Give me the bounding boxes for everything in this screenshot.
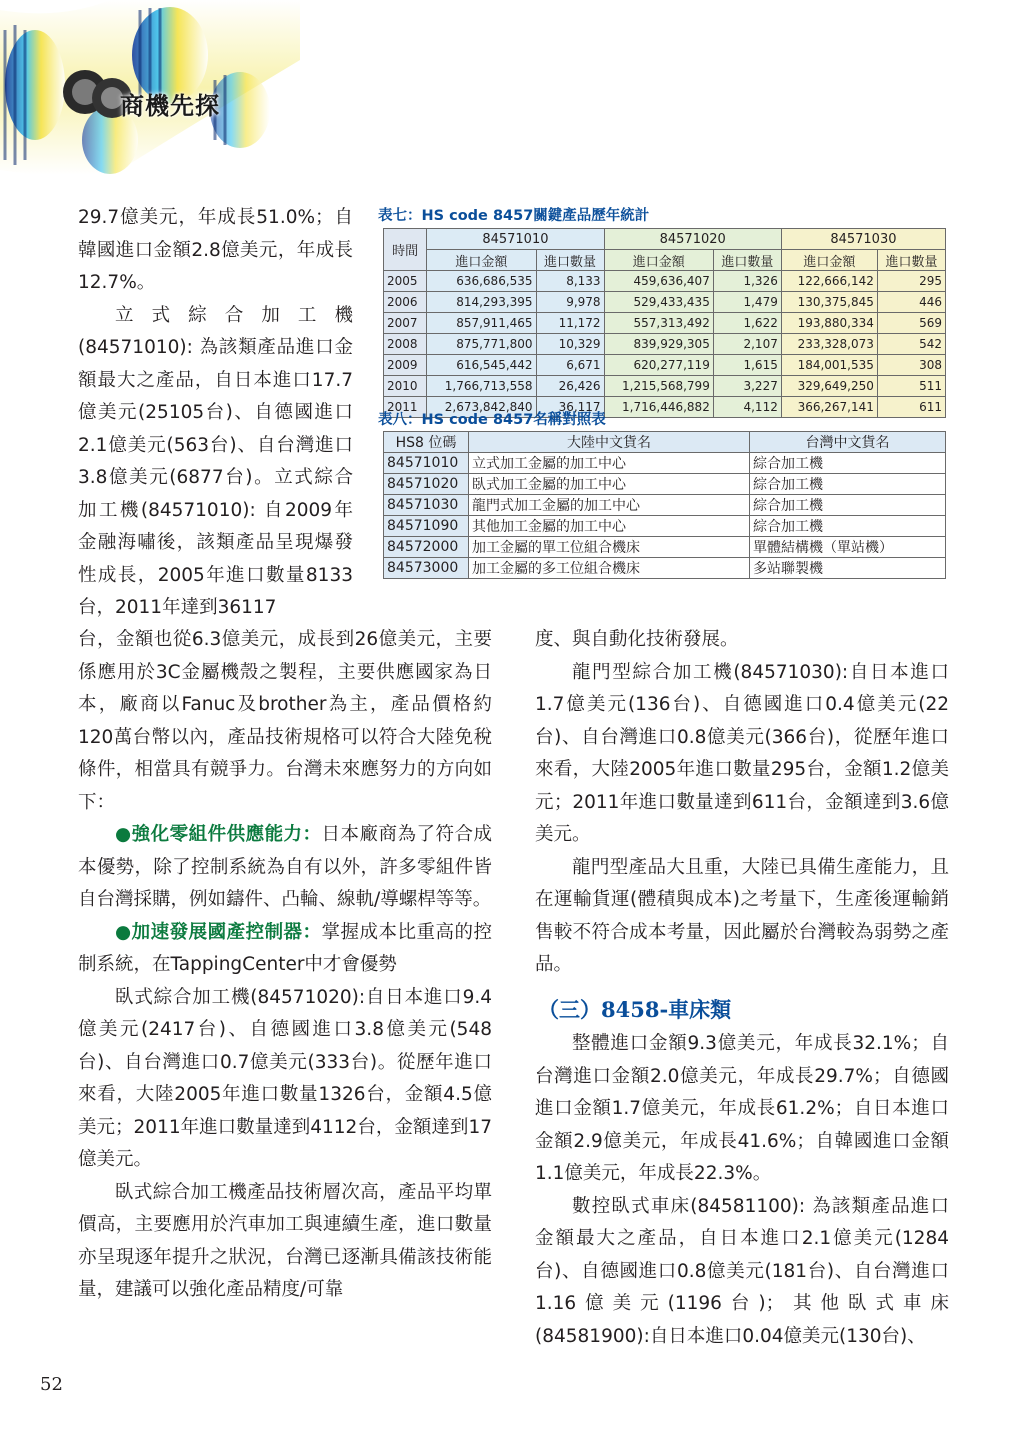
table8-cell: 臥式加工金屬的加工中心: [469, 474, 750, 495]
table8-cell: 84571090: [384, 516, 469, 537]
table-row: [384, 495, 946, 516]
table-row: [384, 334, 946, 355]
bullet-icon: ●: [115, 921, 132, 943]
table7-caption: 表七：HS code 8457關鍵產品歷年統計: [378, 208, 650, 224]
bullet-heading: 強化零組件供應能力：: [131, 824, 322, 845]
table7-cell: 557,313,492: [604, 313, 713, 334]
table7-cell: 2010: [384, 376, 427, 397]
table7-cell: 366,267,141: [781, 397, 877, 418]
table7-group-header: 84571010: [427, 229, 604, 250]
bullet-paragraph: [78, 819, 492, 917]
table8-cell: 多站聯製機: [750, 558, 946, 579]
table7-group-header: 84571020: [604, 229, 781, 250]
table-row: [384, 292, 946, 313]
table8-cell: 綜合加工機: [750, 516, 946, 537]
table8-header: HS8 位碼: [384, 432, 469, 453]
table7-cell: 529,433,435: [604, 292, 713, 313]
table8-cell: 綜合加工機: [750, 453, 946, 474]
table-row: [384, 537, 946, 558]
table-row: [384, 271, 946, 292]
table7-cell: 875,771,800: [427, 334, 536, 355]
table7-cell: 2,107: [713, 334, 781, 355]
table7-cell: 329,649,250: [781, 376, 877, 397]
table7-cell: 2007: [384, 313, 427, 334]
table8-cell: 84571010: [384, 453, 469, 474]
table7-cell: 295: [877, 271, 945, 292]
table8-cell: 綜合加工機: [750, 474, 946, 495]
table8-cell: 單體結構機（單站機）: [750, 537, 946, 558]
paragraph: 29.7億美元，年成長51.0%；自韓國進口金額2.8億美元，年成長12.7%。: [78, 207, 353, 293]
table7-cell: 10,329: [536, 334, 604, 355]
table7-cell: 511: [877, 376, 945, 397]
table-row: [384, 355, 946, 376]
paragraph: 龍門型綜合加工機(84571030):自日本進口1.7億美元(136台)、自德國進口0.4億美元(22台)、自台灣進口0.8億美元(366台)，從歷年進口來看，大陸2005年進口數量295台，金額1.2億美元；2011年進口數量達到611台，金額達到3.6億美元。: [535, 661, 949, 845]
table8-cell: 加工金屬的多工位組合機床: [469, 558, 750, 579]
page-number: 52: [40, 1374, 63, 1395]
table-row: [384, 558, 946, 579]
section-title: 商機先探: [120, 91, 220, 120]
table7-cell: 542: [877, 334, 945, 355]
right-column-top: [535, 624, 949, 982]
table7-cell: 611: [877, 397, 945, 418]
paragraph: 數控臥式車床(84581100): 為該類產品進口金額最大之產品，自日本進口2.1億美元(1284台)、自德國進口0.8億美元(181台)、自台灣進口1.16億美元(1196台)；其他臥式車床(84581900):自日本進口0.04億美元(130台)、: [535, 1195, 949, 1347]
table7-cell: 459,636,407: [604, 271, 713, 292]
table7-cell: 1,766,713,558: [427, 376, 536, 397]
table-row: [384, 376, 946, 397]
table7-cell: 184,001,535: [781, 355, 877, 376]
table8-caption: 表八：HS code 8457名稱對照表: [378, 412, 606, 428]
table8-header: 台灣中文貨名: [750, 432, 946, 453]
paragraph: 台，金額也從6.3億美元，成長到26億美元，主要係應用於3C金屬機殼之製程，主要供應國家為日本，廠商以Fanuc及brother為主，產品價格約120萬台幣以內，產品技術規格可以符合大陸免稅條件，相當具有競爭力。台灣未來應努力的方向如下：: [78, 629, 492, 813]
table7-cell: 839,929,305: [604, 334, 713, 355]
table7-subheader: 進口數量: [877, 250, 945, 271]
paragraph: 臥式綜合加工機產品技術層次高，產品平均單價高，主要應用於汽車加工與連續生產，進口數量亦呈現逐年提升之狀況，台灣已逐漸具備該技術能量，建議可以強化產品精度/可靠: [78, 1181, 492, 1300]
table7-cell: 2,673,842,840: [427, 397, 536, 418]
right-column-bottom: [535, 1028, 949, 1353]
left-column-top: [78, 202, 353, 625]
table8-cell: 龍門式加工金屬的加工中心: [469, 495, 750, 516]
table7-group-header: 84571030: [781, 229, 945, 250]
table7-cell: 814,293,395: [427, 292, 536, 313]
paragraph: 整體進口金額9.3億美元，年成長32.1%；自台灣進口金額2.0億美元，年成長29.7%；自德國進口金額1.7億美元，年成長61.2%；自日本進口金額2.9億美元，年成長41.6%；自韓國進口金額1.1億美元，年成長22.3%。: [535, 1033, 949, 1184]
paragraph: 龍門型產品大且重，大陸已具備生產能力，且在運輸貨運(體積與成本)之考量下，生產後運輸銷售較不符合成本考量，因此屬於台灣較為弱勢之產品。: [535, 856, 949, 975]
table7-cell: 6,671: [536, 355, 604, 376]
table7-cell: 2005: [384, 271, 427, 292]
table7-cell: 1,622: [713, 313, 781, 334]
table7-cell: 857,911,465: [427, 313, 536, 334]
table7-cell: 122,666,142: [781, 271, 877, 292]
table7-cell: 130,375,845: [781, 292, 877, 313]
table8-cell: 84571030: [384, 495, 469, 516]
table-row: [384, 453, 946, 474]
table7-cell: 446: [877, 292, 945, 313]
table8-cell: 84573000: [384, 558, 469, 579]
table7-cell: 620,277,119: [604, 355, 713, 376]
table8: [383, 431, 946, 579]
paragraph: 立式綜合加工機(84571010): 為該類產品進口金額最大之產品，自日本進口17.7億美元(25105台)、自德國進口2.1億美元(563台)、自台灣進口3.8億美元(6877台)。立式綜合加工機(84571010): 自2009年金融海嘯後，該類產品呈現爆發性成長，2005年進口數量8133台，2011年達到36117: [78, 304, 353, 618]
bullet-text: 掌握成本比重高的控制系統，在TappingCenter中才會優勢: [78, 921, 492, 975]
table7-cell: 11,172: [536, 313, 604, 334]
paragraph: 臥式綜合加工機(84571020):自日本進口9.4億美元(2417台)、自德國進口3.8億美元(548台)、自台灣進口0.7億美元(333台)。從歷年進口來看，大陸2005年進口數量1326台，金額4.5億美元；2011年進口數量達到4112台，金額達到17億美元。: [78, 986, 492, 1170]
table7-cell: 1,479: [713, 292, 781, 313]
bullet-text: 日本廠商為了符合成本優勢，除了控制系統為自有以外，許多零組件皆自台灣採購，例如鑄件、凸輪、線軌/導螺桿等等。: [78, 824, 492, 910]
table-row: [384, 516, 946, 537]
table7-cell: 308: [877, 355, 945, 376]
table8-cell: 綜合加工機: [750, 495, 946, 516]
table-row: [384, 313, 946, 334]
table7-time-header: 時間: [384, 229, 427, 271]
table8-cell: 其他加工金屬的加工中心: [469, 516, 750, 537]
table7-cell: 1,215,568,799: [604, 376, 713, 397]
table7-cell: 9,978: [536, 292, 604, 313]
table7-cell: 26,426: [536, 376, 604, 397]
table7-cell: 569: [877, 313, 945, 334]
table7: [383, 228, 946, 418]
table7-cell: 2011: [384, 397, 427, 418]
table7-subheader: 進口金額: [604, 250, 713, 271]
table7-cell: 1,615: [713, 355, 781, 376]
table-row: [384, 474, 946, 495]
bullet-heading: 加速發展國產控制器：: [131, 921, 322, 943]
left-column-main: [78, 624, 492, 1307]
table7-cell: 636,686,535: [427, 271, 536, 292]
table7-subheader: 進口數量: [536, 250, 604, 271]
table7-cell: 2008: [384, 334, 427, 355]
table8-cell: 84571020: [384, 474, 469, 495]
table8-cell: 加工金屬的單工位組合機床: [469, 537, 750, 558]
table7-cell: 8,133: [536, 271, 604, 292]
table7-cell: 193,880,334: [781, 313, 877, 334]
table7-cell: 2006: [384, 292, 427, 313]
table7-cell: 1,716,446,882: [604, 397, 713, 418]
table7-cell: 616,545,442: [427, 355, 536, 376]
table7-subheader: 進口金額: [781, 250, 877, 271]
bullet-icon: ●: [115, 824, 132, 845]
table7-subheader: 進口金額: [427, 250, 536, 271]
table7-subheader: 進口數量: [713, 250, 781, 271]
bullet-paragraph: [78, 917, 492, 982]
table7-cell: 2009: [384, 355, 427, 376]
table8-cell: 立式加工金屬的加工中心: [469, 453, 750, 474]
table8-header: 大陸中文貨名: [469, 432, 750, 453]
table7-cell: 233,328,073: [781, 334, 877, 355]
table7-cell: 4,112: [713, 397, 781, 418]
paragraph: 度、與自動化技術發展。: [535, 629, 739, 650]
table8-cell: 84572000: [384, 537, 469, 558]
section-heading: （三）8458-車床類: [538, 997, 732, 1022]
table7-cell: 36,117: [536, 397, 604, 418]
table7-cell: 1,326: [713, 271, 781, 292]
table7-cell: 3,227: [713, 376, 781, 397]
